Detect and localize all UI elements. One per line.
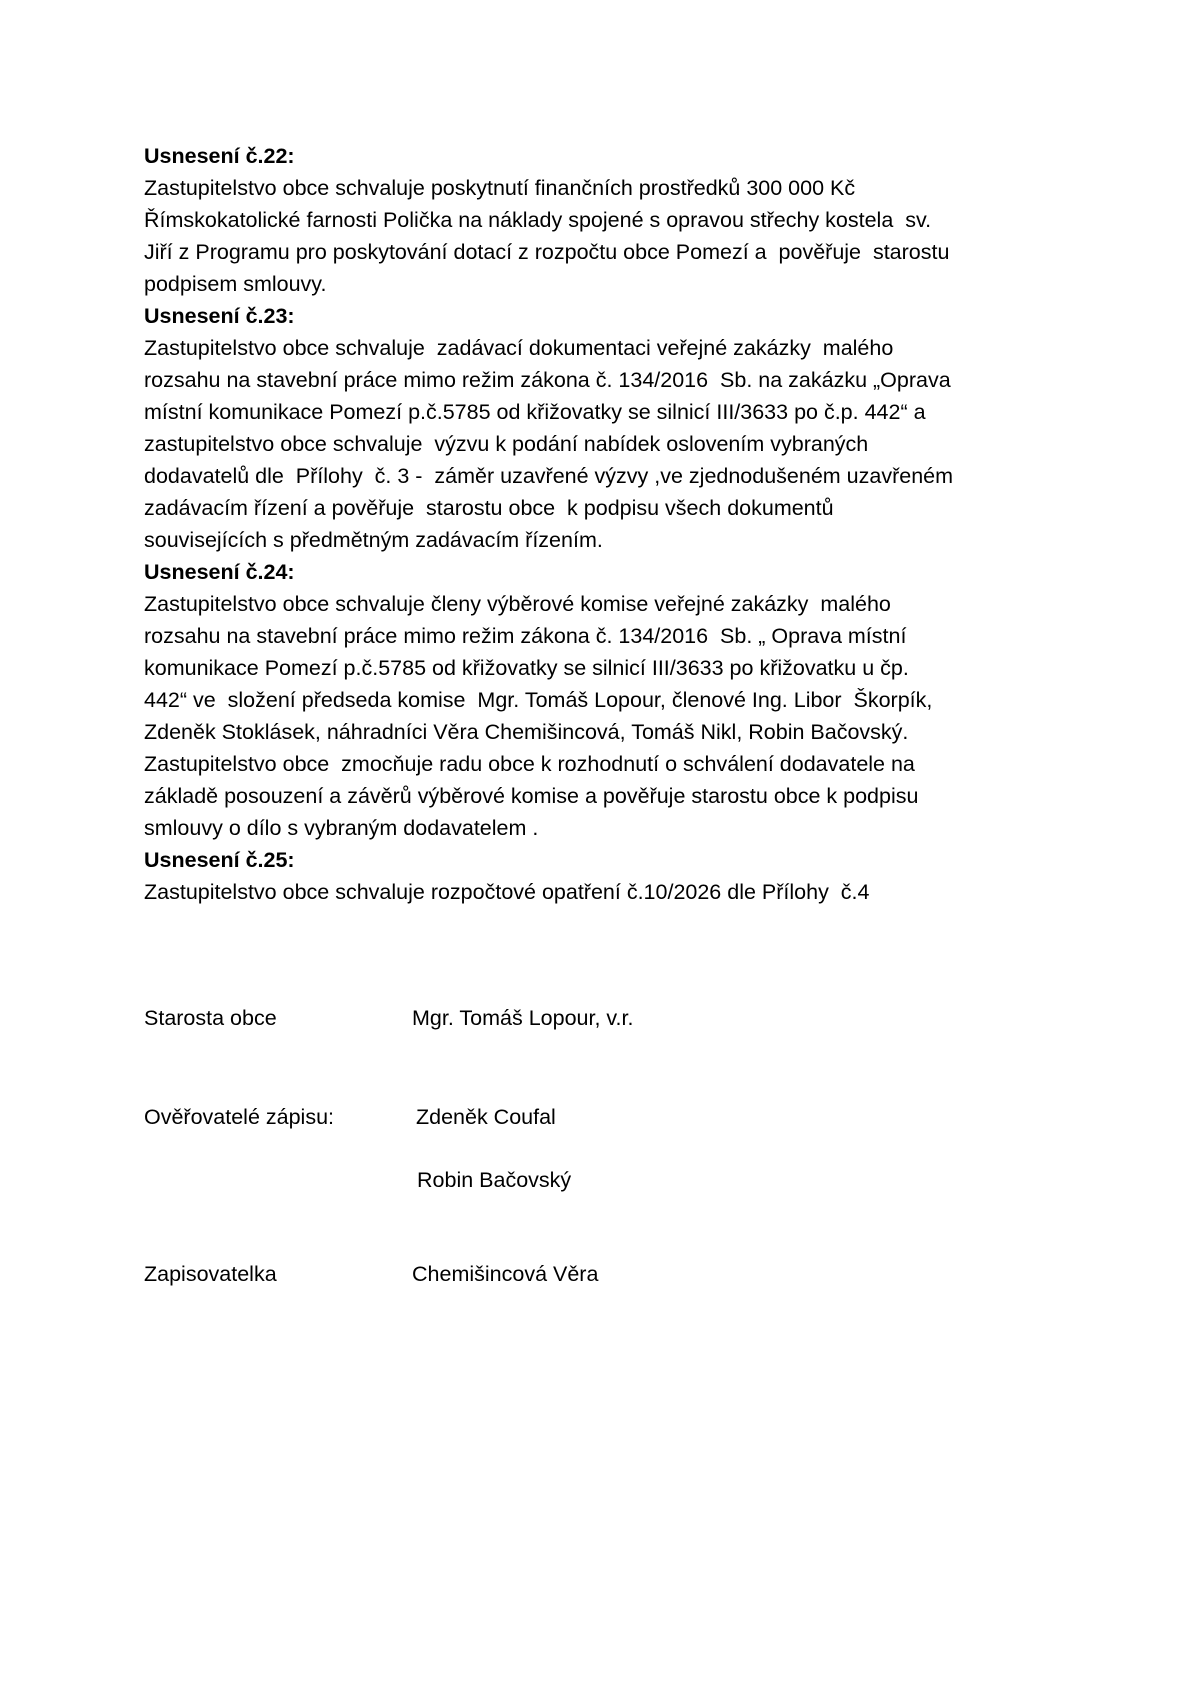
mayor-label: Starosta obce [144, 1006, 277, 1030]
resolution-text-line: Zastupitelstvo obce schvaluje členy výběrové komise veřejné zakázky malého [144, 592, 891, 616]
mayor-name: Mgr. Tomáš Lopour, v.r. [412, 1006, 634, 1030]
verifier-name: Robin Bačovský [417, 1168, 572, 1192]
resolution-text-line: souvisejících s předmětným zadávacím řízením. [144, 528, 603, 552]
resolution-text-line: Jiří z Programu pro poskytování dotací z rozpočtu obce Pomezí a pověřuje starostu [144, 240, 950, 264]
resolution-text-line: Zastupitelstvo obce zmocňuje radu obce k rozhodnutí o schválení dodavatele na [144, 752, 915, 776]
verifier-name: Zdeněk Coufal [416, 1105, 556, 1129]
resolution-text-line: smlouvy o dílo s vybraným dodavatelem . [144, 816, 539, 840]
recorder-name: Chemišincová Věra [412, 1262, 599, 1286]
recorder-label: Zapisovatelka [144, 1262, 277, 1286]
resolution-heading: Usnesení č.23: [144, 304, 295, 328]
verifiers-label: Ověřovatelé zápisu: [144, 1105, 335, 1129]
resolution-25 [144, 844, 1074, 908]
resolution-text-line: dodavatelů dle Přílohy č. 3 - záměr uzavřené výzvy ,ve zjednodušeném uzavřeném [144, 464, 954, 488]
resolution-23 [144, 300, 1074, 556]
resolution-text-line: zastupitelstvo obce schvaluje výzvu k podání nabídek oslovením vybraných [144, 432, 869, 456]
resolution-text-line: komunikace Pomezí p.č.5785 od křižovatky se silnicí III/3633 po křižovatku u čp. [144, 656, 909, 680]
resolution-heading: Usnesení č.22: [144, 144, 295, 168]
resolutions-section [144, 140, 1074, 908]
resolution-heading: Usnesení č.25: [144, 848, 295, 872]
resolution-text-line: rozsahu na stavební práce mimo režim zákona č. 134/2016 Sb. „ Oprava místní [144, 624, 907, 648]
resolution-text-line: Zastupitelstvo obce schvaluje poskytnutí finančních prostředků 300 000 Kč [144, 176, 856, 200]
resolution-text-line: zadávacím řízení a pověřuje starostu obce k podpisu všech dokumentů [144, 496, 834, 520]
resolution-text-line: místní komunikace Pomezí p.č.5785 od křižovatky se silnicí III/3633 po č.p. 442“ a [144, 400, 926, 424]
resolution-24 [144, 556, 1074, 844]
resolution-text-line: Římskokatolické farnosti Polička na náklady spojené s opravou střechy kostela sv. [144, 208, 932, 232]
resolution-heading: Usnesení č.24: [144, 560, 295, 584]
resolution-text-line: podpisem smlouvy. [144, 272, 327, 296]
resolution-text-line: Zastupitelstvo obce schvaluje zadávací dokumentaci veřejné zakázky malého [144, 336, 894, 360]
resolution-text-line: Zdeněk Stoklásek, náhradníci Věra Chemišincová, Tomáš Nikl, Robin Bačovský. [144, 720, 909, 744]
resolution-text-line: Zastupitelstvo obce schvaluje rozpočtové opatření č.10/2026 dle Přílohy č.4 [144, 880, 870, 904]
resolution-text-line: rozsahu na stavební práce mimo režim zákona č. 134/2016 Sb. na zakázku „Oprava [144, 368, 951, 392]
resolution-22 [144, 140, 1074, 300]
resolution-text-line: základě posouzení a závěrů výběrové komise a pověřuje starostu obce k podpisu [144, 784, 919, 808]
resolution-text-line: 442“ ve složení předseda komise Mgr. Tomáš Lopour, členové Ing. Libor Škorpík, [144, 688, 933, 712]
